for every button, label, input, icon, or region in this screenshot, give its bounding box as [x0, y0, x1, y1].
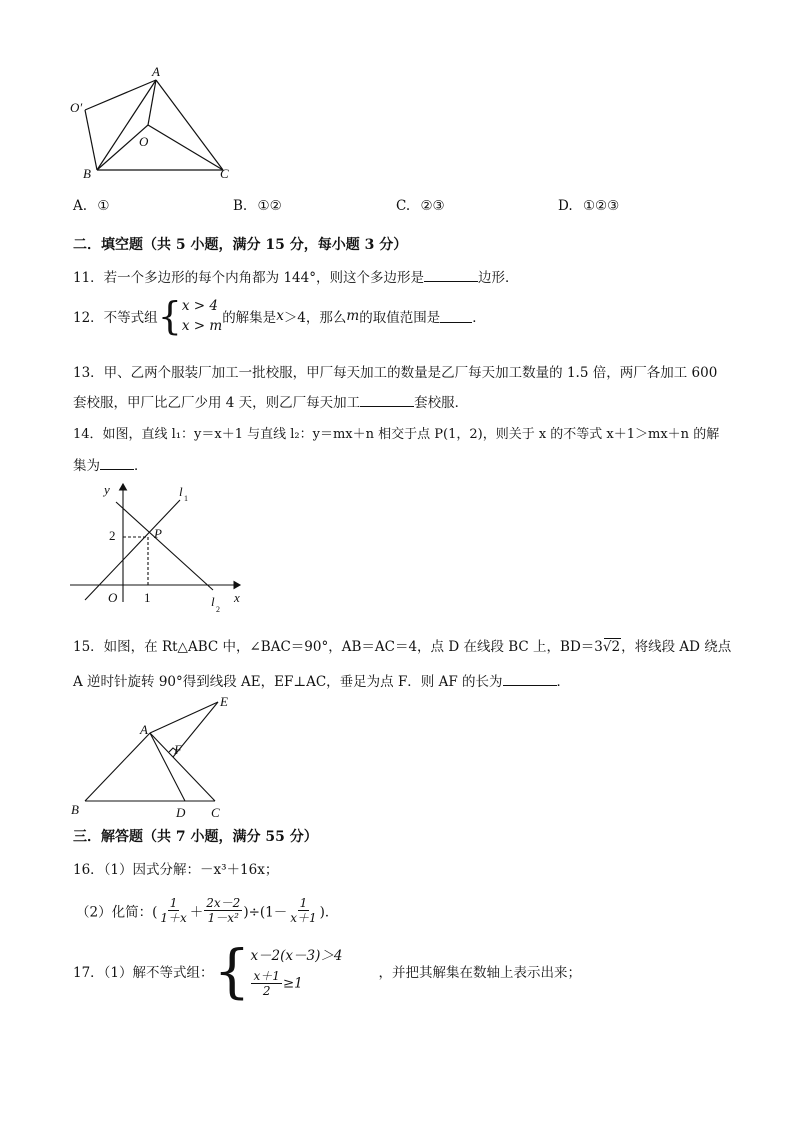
frac-denominator: x＋1: [290, 911, 317, 925]
label-b: B: [83, 166, 91, 181]
q15-figure: [68, 693, 238, 823]
q13-text-end: 套校服．: [414, 395, 469, 411]
q11-text-end: 边形．: [478, 270, 519, 286]
system-line-2: [250, 969, 342, 998]
q12-text-c: 的取值范围是: [359, 310, 441, 326]
fraction-3: [288, 896, 318, 925]
sqrt-value: 2: [611, 639, 621, 655]
q16-part1: （1）因式分解：－x³＋16x；: [103, 862, 279, 878]
tick-label-1: 1: [144, 590, 151, 605]
question-13-line-2: [73, 391, 468, 411]
origin-label: O: [108, 590, 118, 605]
fraction-2: [204, 896, 242, 925]
answer-blank[interactable]: [360, 394, 414, 407]
label-d: D: [176, 805, 186, 820]
l2-subscript: 2: [216, 605, 220, 614]
label-b: B: [71, 802, 79, 817]
frac-denominator: 1－x²: [207, 911, 239, 925]
system-line-1: x > 4: [181, 298, 218, 314]
q10-option-c: [396, 198, 445, 214]
section2-title: 二．填空题（共 5 小题，满分 15 分，每小题 3 分）: [73, 237, 408, 253]
sqrt-2: √2: [602, 639, 621, 655]
q14-text: 集为: [73, 458, 100, 474]
segment-o-c: [148, 125, 223, 170]
brace-symbol: {: [157, 294, 182, 338]
segment-o-prime-b: [85, 110, 97, 170]
question-15-line-1: [73, 635, 731, 655]
q12-prefix: 12．不等式组: [73, 310, 158, 326]
frac-denominator: 1＋x: [160, 911, 187, 925]
question-16-part-2: [76, 896, 338, 925]
question-12: [73, 296, 486, 336]
question-15-line-2: [73, 670, 570, 690]
q14-graph: [68, 478, 253, 618]
plus-sign: ＋: [189, 904, 204, 921]
q16-num: 16．: [73, 862, 104, 878]
q12-text-b: ＞4，那么: [283, 310, 347, 326]
frac-numerator: x＋1: [253, 968, 280, 983]
answer-blank[interactable]: [100, 457, 134, 470]
x-axis-label: x: [234, 590, 240, 605]
q10-option-a: [73, 198, 109, 214]
l1-subscript: 1: [184, 494, 188, 503]
label-e: E: [220, 694, 228, 709]
option-text: ①②③: [582, 198, 620, 214]
q16-part2-b: )÷(1－: [243, 904, 288, 921]
y-axis-label: y: [104, 482, 110, 497]
answer-blank[interactable]: [424, 269, 478, 282]
l1-label: l: [179, 484, 183, 499]
option-text: ②③: [420, 198, 445, 214]
inequality-system: [182, 296, 222, 336]
fraction-1: [158, 896, 188, 925]
option-text: ①: [97, 198, 110, 214]
q12-text-end: ．: [472, 310, 486, 326]
label-o: O: [139, 134, 149, 149]
q10-option-b: [233, 198, 282, 214]
label-o-prime: O′: [70, 100, 83, 115]
q10-figure: [60, 60, 250, 185]
option-letter: A.: [73, 198, 88, 214]
q10-option-d: [558, 198, 619, 214]
tick-label-2: 2: [109, 528, 116, 543]
frac-numerator: 1: [299, 896, 308, 910]
q15-text-a: 15．如图，在 Rt△ABC 中，∠BAC＝90°，AB＝AC＝4，点 D 在线段 BC 上，BD＝3: [73, 639, 603, 655]
segment-a-e: [150, 702, 218, 733]
label-c: C: [220, 166, 229, 181]
ge-one: ≥1: [282, 975, 303, 991]
option-letter: B.: [233, 198, 248, 214]
label-a: A: [140, 722, 148, 737]
answer-blank[interactable]: [440, 310, 472, 323]
q15-text-c: A 逆时针旋转 90°得到线段 AE，EF⊥AC，垂足为点 F．则 AF 的长为: [73, 674, 503, 690]
q17-prefix: 17．（1）解不等式组：: [73, 965, 214, 981]
fraction: [251, 969, 281, 998]
q15-text-end: ．: [556, 674, 571, 690]
q13-text: 套校服，甲厂比乙厂少用 4 天，则乙厂每天加工: [73, 395, 361, 411]
segment-a-c: [156, 80, 223, 170]
segment-o-prime-a: [85, 80, 156, 110]
question-14-line-1: 14．如图，直线 l₁：y＝x＋1 与直线 l₂：y＝mx＋n 相交于点 P(1，2)，则关于 x 的不等式 x＋1＞mx＋n 的解: [73, 427, 720, 442]
segment-a-c: [150, 733, 215, 801]
point-p-label: P: [154, 526, 162, 541]
q16-part2-c: )．: [319, 904, 339, 921]
line-l2: [116, 502, 213, 590]
inequality-system: [250, 945, 342, 998]
question-13-line-1: 13．甲、乙两个服装厂加工一批校服，甲厂每天加工的数量是乙厂每天加工数量的 1.5 倍，两厂各加工 600: [73, 365, 718, 381]
option-text: ①②: [257, 198, 282, 214]
frac-denominator: 2: [262, 983, 271, 998]
system-line-2: x > m: [181, 318, 223, 334]
q11-text: 11．若一个多边形的每个内角都为 144°，则这个多边形是: [73, 270, 424, 286]
question-17: [73, 937, 581, 1005]
answer-blank[interactable]: [503, 673, 557, 686]
q15-text-b: ，将线段 AD 绕点: [621, 639, 732, 655]
question-16-part-1: [73, 858, 278, 878]
label-a: A: [152, 64, 160, 79]
label-f: F: [174, 742, 182, 757]
q17-suffix: ，并把其解集在数轴上表示出来；: [378, 965, 581, 981]
q14-text-end: ．: [134, 458, 148, 474]
l2-label: l: [211, 594, 215, 609]
question-14-line-2: [73, 454, 148, 474]
question-11: [73, 266, 519, 286]
q12-text-a: 的解集是: [222, 310, 277, 326]
system-line-1: x－2(x－3)＞4: [250, 947, 343, 964]
frac-numerator: 1: [169, 896, 178, 910]
q16-part2-a: （2）化简：(: [76, 904, 158, 921]
segment-b-a: [85, 733, 150, 801]
var-x: x: [276, 308, 284, 324]
label-c: C: [211, 805, 220, 820]
option-letter: D.: [558, 198, 573, 214]
option-letter: C.: [396, 198, 411, 214]
var-m: m: [346, 308, 360, 324]
section3-title: 三．解答题（共 7 小题，满分 55 分）: [73, 829, 318, 845]
brace-symbol: {: [213, 937, 251, 1005]
frac-numerator: 2x－2: [206, 896, 241, 910]
